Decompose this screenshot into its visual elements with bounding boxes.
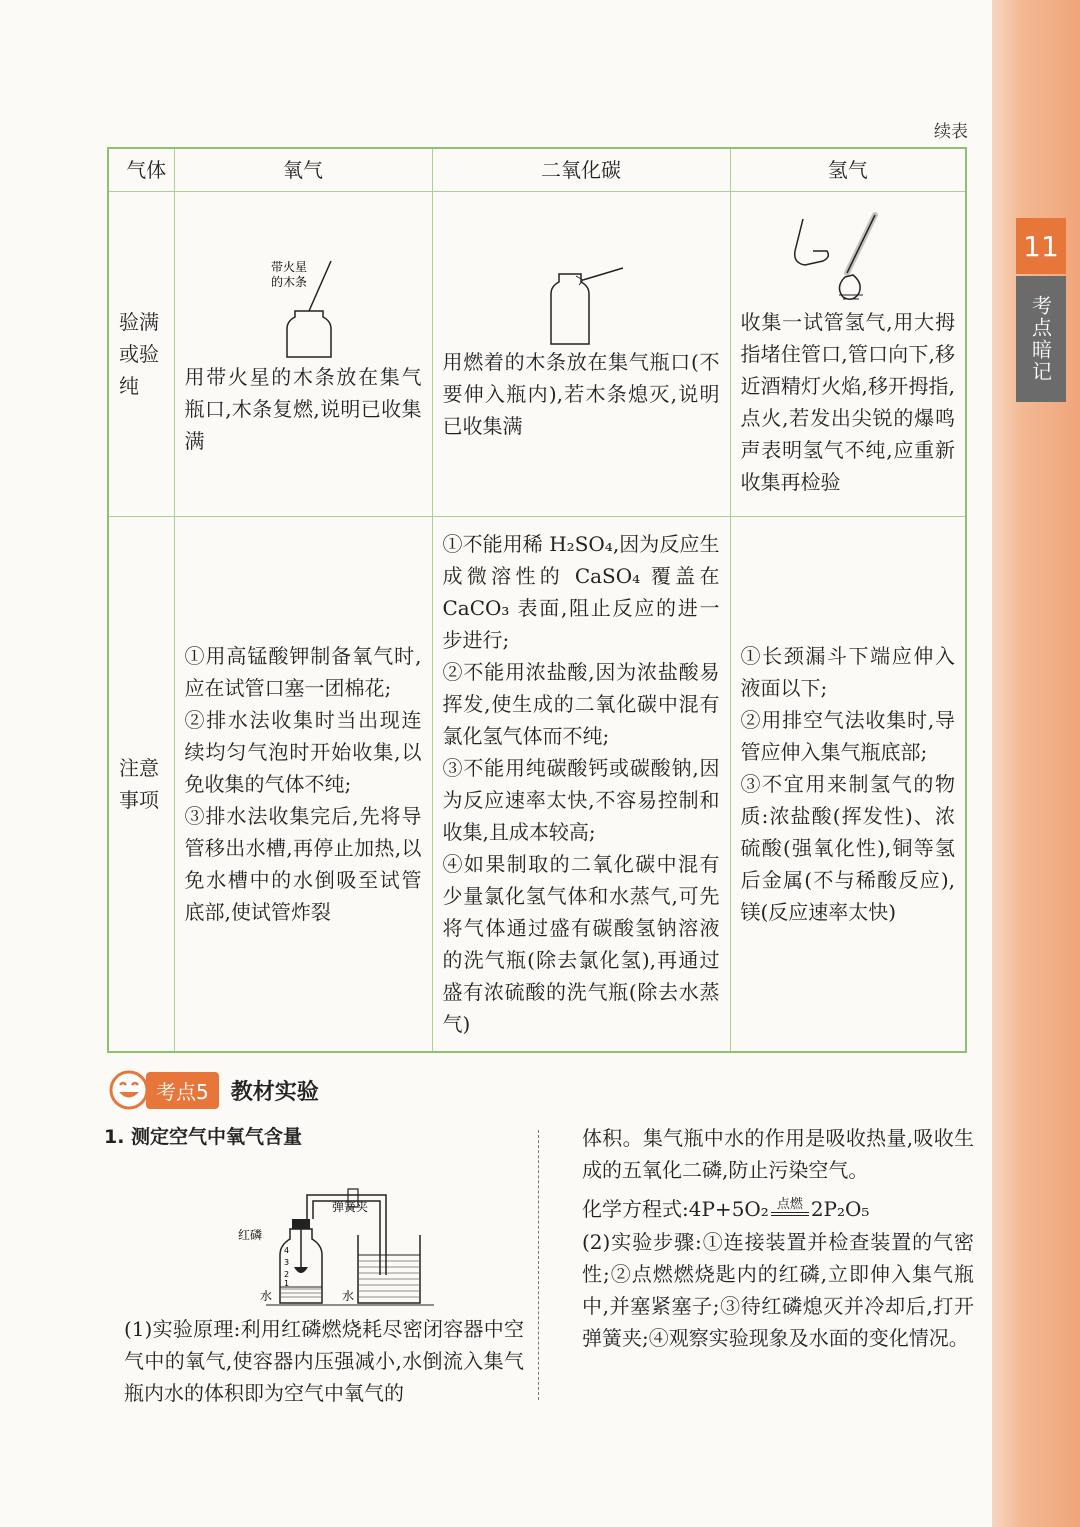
oxygen-check-text: 用带火星的木条放在集气瓶口,木条复燃,说明已收集满: [184, 365, 422, 453]
section-heading: [108, 1068, 319, 1112]
spring-clip-label: 弹簧夹: [332, 1200, 369, 1214]
table-row-notes: [108, 517, 966, 1052]
water-label-right: 水: [342, 1289, 355, 1303]
experiment-right-column: [582, 1122, 974, 1354]
table-row-check: [108, 192, 966, 517]
cell-hydrogen-check: [730, 192, 966, 517]
co2-note-3: ③不能用纯碳酸钙或碳酸钠,因为反应速率太快,不容易控制和收集,且成本较高;: [442, 755, 720, 844]
co2-note-2: ②不能用浓盐酸,因为浓盐酸易挥发,使生成的二氧化碳中混有氯化氢气体而不纯;: [442, 659, 720, 748]
water-label-left: 水: [260, 1289, 273, 1303]
experiment-title: 1. 测定空气中氧气含量: [104, 1126, 303, 1148]
experiment-left-column: [104, 1122, 524, 1409]
reaction-arrow: [771, 1198, 809, 1226]
glowing-splint-label-2: 的木条: [271, 275, 308, 289]
co2-note-1: ①不能用稀 H₂SO₄,因为反应生成微溶性的 CaSO₄ 覆盖在 CaCO₃ 表面,阻止反应的进一步进行;: [442, 531, 720, 652]
equation-prefix: 化学方程式:: [582, 1197, 689, 1221]
smiley-icon: [108, 1069, 150, 1111]
hydrogen-note-1: ①长颈漏斗下端应伸入液面以下;: [740, 643, 955, 700]
oxygen-note-2: ②排水法收集时当出现连续均匀气泡时开始收集,以免收集的气体不纯;: [184, 707, 422, 796]
row-label-notes: 注意事项: [108, 517, 174, 1052]
equation-products: 2P₂O₅: [810, 1197, 870, 1221]
cell-hydrogen-notes: [730, 517, 966, 1052]
gas-comparison-table: [107, 147, 967, 1053]
row-label-check: 验满或验纯: [108, 192, 174, 517]
hydrogen-check-illustration: [783, 211, 913, 306]
experiment-principle-continued: 体积。集气瓶中水的作用是吸收热量,吸收生成的五氧化二磷,防止污染空气。: [582, 1126, 974, 1182]
header-co2: 二氧化碳: [432, 148, 730, 192]
hydrogen-check-text: 收集一试管氢气,用大拇指堵住管口,管口向下,移近酒精灯火焰,移开拇指,点火,若发出尖锐的爆鸣声表明氢气不纯,应重新收集再检验: [740, 309, 955, 494]
oxygen-check-illustration: [243, 251, 363, 361]
equals-arrow: [771, 1212, 809, 1216]
hydrogen-note-3: ③不宜用来制氢气的物质:浓盐酸(挥发性)、浓硫酸(强氧化性),铜等氢后金属(不与稀酸反应),镁(反应速率太快): [740, 771, 955, 924]
experiment-principle: (1)实验原理:利用红磷燃烧耗尽密闭容器中空气中的氧气,使容器内压强减小,水倒流入集气瓶内水的体积即为空气中氧气的: [124, 1317, 524, 1405]
hydrogen-note-2: ②用排空气法收集时,导管应伸入集气瓶底部;: [740, 707, 955, 764]
cell-oxygen-check: [174, 192, 432, 517]
chapter-label-tab: 考点暗记: [1016, 276, 1066, 402]
volume-mark-1: 1: [284, 1279, 290, 1288]
cell-co2-check: [432, 192, 730, 517]
section-badge: 考点5: [146, 1072, 219, 1109]
experiment-steps: (2)实验步骤:①连接装置并检查装置的气密性;②点燃燃烧匙内的红磷,立即伸入集气瓶中,并塞紧塞子;③待红磷熄灭并冷却后,打开弹簧夹;④观察实验现象及水面的变化情况。: [582, 1230, 974, 1350]
header-hydrogen: 氢气: [730, 148, 966, 192]
equation-reactants: 4P+5O₂: [688, 1197, 769, 1221]
volume-mark-3: 3: [284, 1258, 290, 1267]
oxygen-content-apparatus-figure: [104, 1155, 524, 1313]
table-continued-label: 续表: [934, 122, 968, 142]
chemical-equation: [582, 1192, 974, 1226]
glowing-splint-label-1: 带火星: [271, 260, 308, 274]
oxygen-note-1: ①用高锰酸钾制备氧气时,应在试管口塞一团棉花;: [184, 643, 422, 700]
oxygen-note-3: ③排水法收集完后,先将导管移出水槽,再停止加热,以免水槽中的水倒吸至试管底部,使试管炸裂: [184, 803, 422, 924]
co2-check-text: 用燃着的木条放在集气瓶口(不要伸入瓶内),若木条熄灭,说明已收集满: [442, 350, 720, 438]
cell-oxygen-notes: [174, 517, 432, 1052]
cell-co2-notes: [432, 517, 730, 1052]
table-header-row: [108, 148, 966, 192]
volume-mark-2: 2: [284, 1270, 290, 1279]
co2-check-illustration: [521, 266, 641, 346]
reaction-condition: 点燃: [776, 1197, 803, 1212]
chapter-number-tab: 11: [1016, 218, 1066, 274]
column-divider: [538, 1130, 539, 1400]
header-oxygen: 氧气: [174, 148, 432, 192]
header-gas: 气体: [108, 148, 174, 192]
red-phosphorus-label: 红磷: [238, 1228, 263, 1242]
section-title: 教材实验: [230, 1079, 319, 1105]
co2-note-4: ④如果制取的二氧化碳中混有少量氯化氢气体和水蒸气,可先将气体通过盛有碳酸氢钠溶液的洗气瓶(除去氯化氢),再通过盛有浓硫酸的洗气瓶(除去水蒸气): [442, 851, 720, 1036]
volume-mark-4: 4: [284, 1246, 290, 1255]
